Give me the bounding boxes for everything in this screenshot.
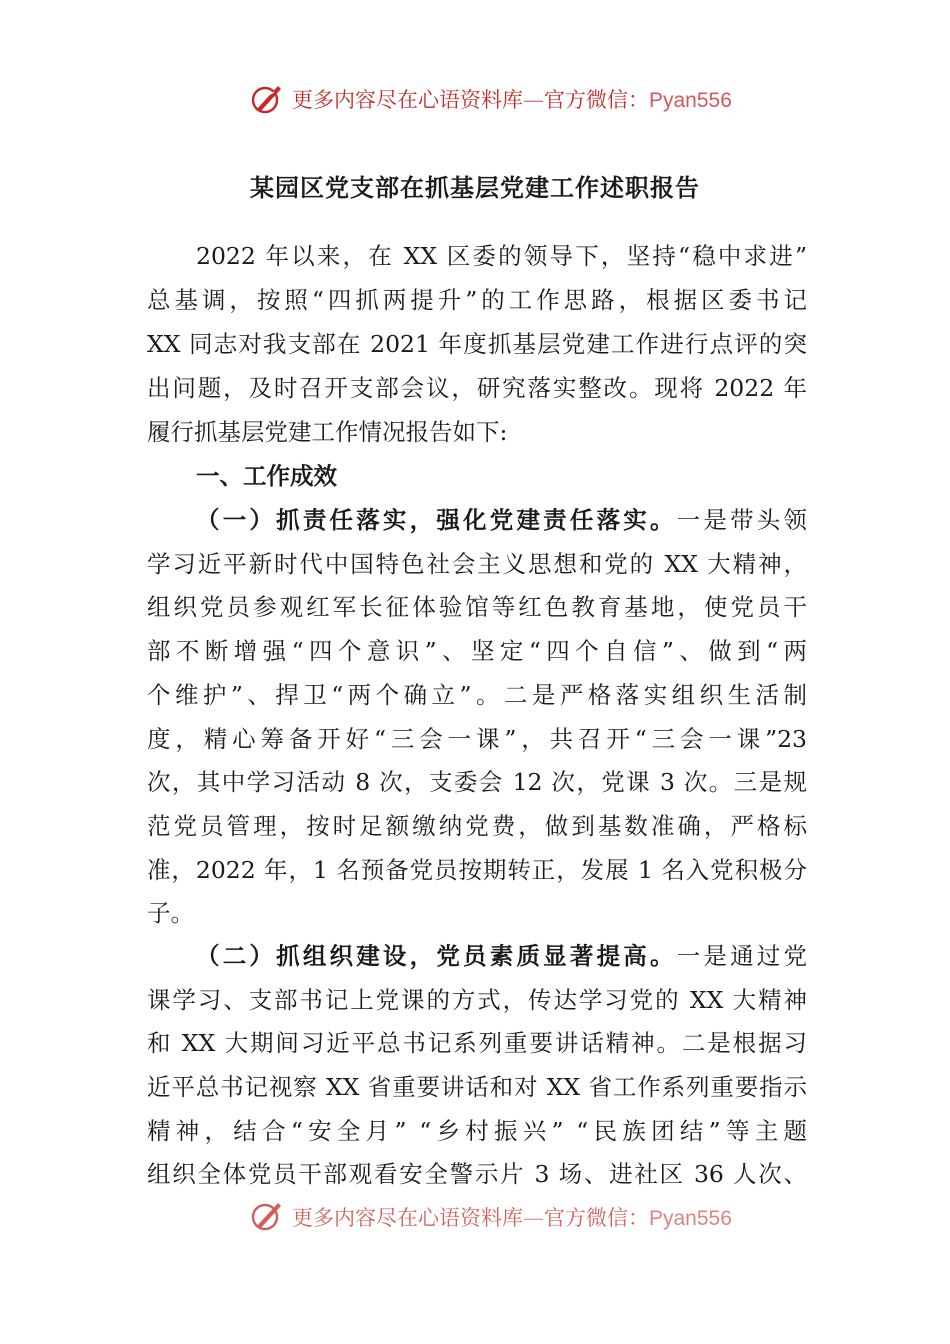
body-line: 度，精心筹备开好“三会一课”，共召开“三会一课”23 — [147, 725, 807, 753]
body-line: 组织全体党员干部观看安全警示片 3 场、进社区 36 人次、 — [147, 1160, 807, 1188]
body-line: 学习近平新时代中国特色社会主义思想和党的 XX 大精神， — [147, 550, 807, 578]
watermark-text: 更多内容尽在心语资料库—官方微信：Pyan556 — [292, 1206, 732, 1230]
watermark-text: 更多内容尽在心语资料库—官方微信：Pyan556 — [292, 88, 732, 112]
subsection-2-text: 一是通过党 — [676, 942, 808, 970]
intro-line: 2022 年以来，在 XX 区委的领导下，坚持“稳中求进” — [196, 242, 807, 270]
subsection-2-heading: （二）抓组织建设，党员素质显著提高。 — [196, 942, 677, 970]
watermark-banner-bottom — [0, 1203, 950, 1239]
body-line: 子。 — [147, 899, 194, 927]
intro-line: 总基调，按照“四抓两提升”的工作思路，根据区委书记 — [147, 286, 807, 314]
body-line: 次，其中学习活动 8 次，支委会 12 次，党课 3 次。三是规 — [147, 768, 807, 796]
intro-line: XX 同志对我支部在 2021 年度抓基层党建工作进行点评的突 — [147, 330, 807, 358]
body-line: 课学习、支部书记上党课的方式，传达学习党的 XX 大精神 — [147, 986, 807, 1014]
pen-logo-icon — [250, 82, 284, 116]
body-line: 精神，结合“安全月” “乡村振兴” “民族团结”等主题 — [147, 1117, 807, 1145]
body-line: 准，2022 年，1 名预备党员按期转正，发展 1 名入党积极分 — [147, 856, 807, 884]
watermark-banner-top — [0, 80, 950, 120]
body-line: 个维护”、捍卫“两个确立”。二是严格落实组织生活制 — [147, 681, 807, 709]
subsection-1-first-line — [196, 505, 807, 535]
body-line: 部不断增强“四个意识”、坚定“四个自信”、做到“两 — [147, 637, 807, 665]
body-line: 范党员管理，按时足额缴纳党费，做到基数准确，严格标 — [147, 812, 807, 840]
subsection-2-first-line — [196, 941, 807, 971]
body-line: 组织党员参观红军长征体验馆等红色教育基地，使党员干 — [147, 593, 807, 621]
body-line: 和 XX 大期间习近平总书记系列重要讲话精神。二是根据习 — [147, 1029, 807, 1057]
subsection-1-text: 一是带头领 — [676, 506, 808, 534]
intro-line: 履行抓基层党建工作情况报告如下: — [147, 418, 508, 446]
intro-line: 出问题，及时召开支部会议，研究落实整改。现将 2022 年 — [147, 374, 807, 402]
subsection-1-heading: （一）抓责任落实，强化党建责任落实。 — [196, 506, 677, 534]
section-heading: 一、工作成效 — [196, 462, 337, 490]
pen-logo-icon — [250, 1203, 284, 1233]
document-title: 某园区党支部在抓基层党建工作述职报告 — [250, 173, 700, 202]
body-line: 近平总书记视察 XX 省重要讲话和对 XX 省工作系列重要指示 — [147, 1073, 807, 1101]
